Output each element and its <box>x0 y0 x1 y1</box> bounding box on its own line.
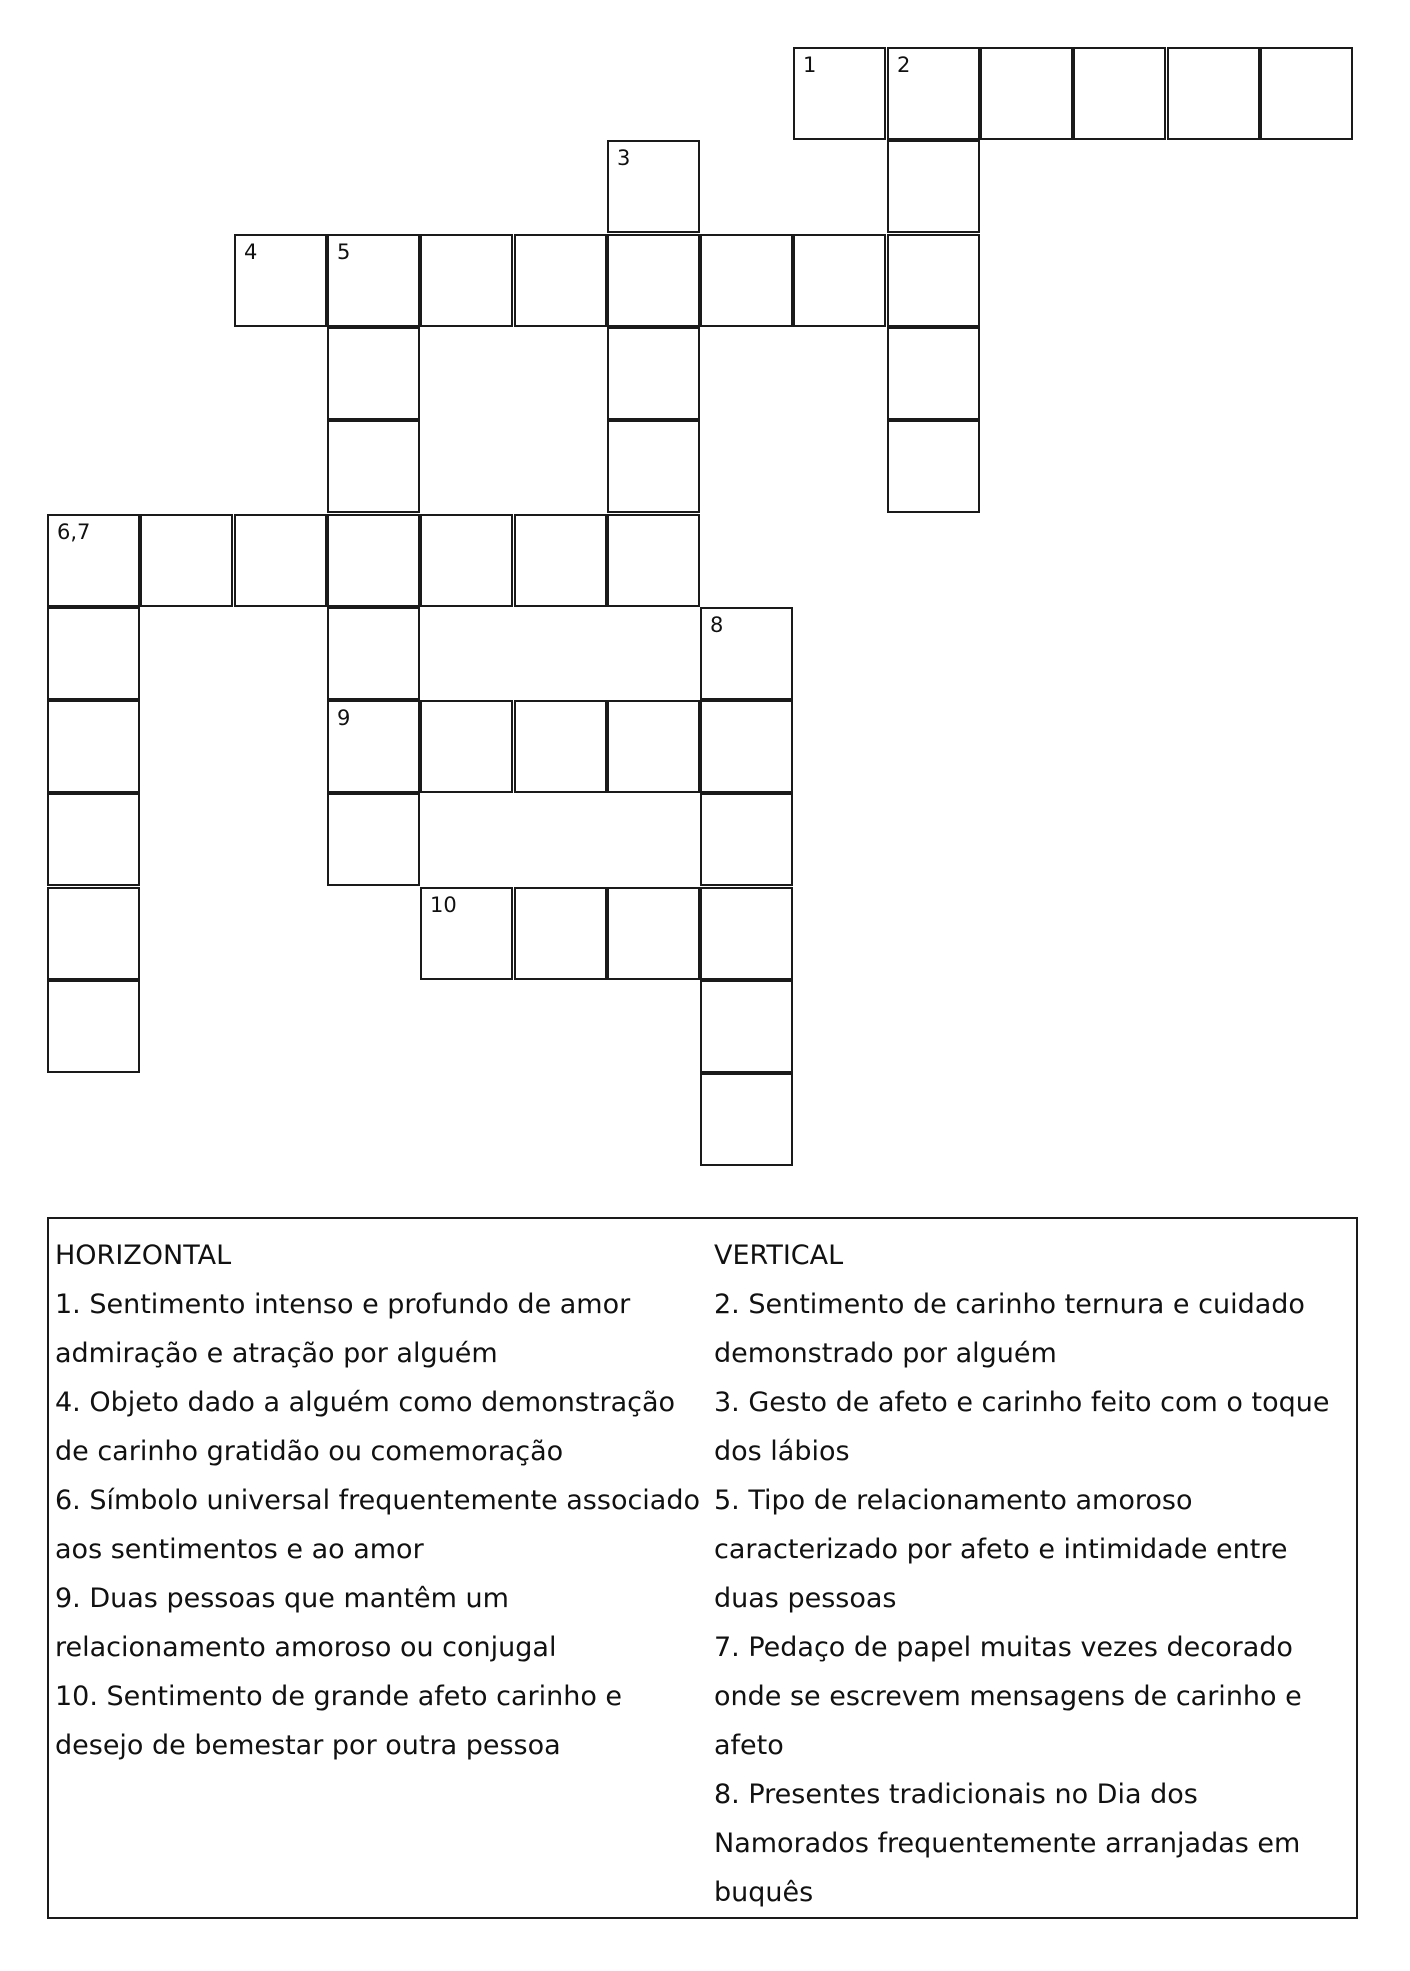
crossword-cell[interactable] <box>327 607 420 700</box>
crossword-cell[interactable] <box>1260 47 1353 140</box>
crossword-cell[interactable] <box>607 887 700 980</box>
crossword-cell[interactable] <box>47 793 140 886</box>
vertical-heading: VERTICAL <box>714 1240 844 1271</box>
crossword-cell[interactable] <box>607 234 700 327</box>
clue-vertical-5: 5. Tipo de relacionamento amoroso caracterizado por afeto e intimidade entre duas pessoas <box>714 1485 1288 1614</box>
crossword-cell[interactable] <box>887 234 980 327</box>
crossword-cell[interactable] <box>887 327 980 420</box>
cell-number: 1 <box>803 53 817 77</box>
crossword-cell[interactable] <box>607 700 700 793</box>
crossword-cell[interactable] <box>420 234 513 327</box>
cell-number: 9 <box>337 706 351 730</box>
crossword-cell[interactable] <box>327 793 420 886</box>
crossword-cell[interactable] <box>47 514 140 607</box>
cell-number: 4 <box>244 240 258 264</box>
crossword-cell[interactable] <box>234 234 327 327</box>
clue-vertical-8: 8. Presentes tradicionais no Dia dos Namorados frequentemente arranjadas em buquês <box>714 1779 1301 1908</box>
crossword-cell[interactable] <box>514 700 607 793</box>
crossword-cell[interactable] <box>700 793 793 886</box>
crossword-cell[interactable] <box>700 700 793 793</box>
crossword-cell[interactable] <box>1167 47 1260 140</box>
crossword-cell[interactable] <box>607 327 700 420</box>
cell-number: 3 <box>617 146 631 170</box>
crossword-cell[interactable] <box>793 47 886 140</box>
crossword-cell[interactable] <box>47 700 140 793</box>
crossword-cell[interactable] <box>700 234 793 327</box>
crossword-cell[interactable] <box>47 607 140 700</box>
crossword-cell[interactable] <box>327 234 420 327</box>
crossword-cell[interactable] <box>47 980 140 1073</box>
crossword-cell[interactable] <box>887 420 980 513</box>
crossword-cell[interactable] <box>47 887 140 980</box>
clue-horizontal-4: 4. Objeto dado a alguém como demonstração de carinho gratidão ou comemoração <box>55 1387 676 1467</box>
crossword-cell[interactable] <box>234 514 327 607</box>
crossword-cell[interactable] <box>420 700 513 793</box>
clue-vertical-7: 7. Pedaço de papel muitas vezes decorado onde se escrevem mensagens de carinho e afeto <box>714 1632 1302 1761</box>
crossword-cell[interactable] <box>514 887 607 980</box>
clue-horizontal-6: 6. Símbolo universal frequentemente associado aos sentimentos e ao amor <box>55 1485 701 1565</box>
crossword-cell[interactable] <box>607 140 700 233</box>
crossword-cell[interactable] <box>887 47 980 140</box>
clues-panel <box>47 1217 1358 1919</box>
cell-number: 10 <box>430 893 457 917</box>
cell-number: 5 <box>337 240 351 264</box>
crossword-cell[interactable] <box>327 327 420 420</box>
crossword-cell[interactable] <box>327 700 420 793</box>
crossword-cell[interactable] <box>887 140 980 233</box>
crossword-cell[interactable] <box>420 887 513 980</box>
crossword-cell[interactable] <box>700 980 793 1073</box>
clue-vertical-2: 2. Sentimento de carinho ternura e cuidado demonstrado por alguém <box>714 1289 1305 1369</box>
crossword-cell[interactable] <box>607 420 700 513</box>
cell-number: 8 <box>710 613 724 637</box>
crossword-cell[interactable] <box>793 234 886 327</box>
cell-number: 2 <box>897 53 911 77</box>
crossword-cell[interactable] <box>700 1073 793 1166</box>
crossword-cell[interactable] <box>700 887 793 980</box>
crossword-cell[interactable] <box>327 514 420 607</box>
horizontal-clues <box>55 1231 703 1770</box>
crossword-cell[interactable] <box>514 234 607 327</box>
clue-horizontal-10: 10. Sentimento de grande afeto carinho e desejo de bemestar por outra pessoa <box>55 1681 623 1761</box>
crossword-cell[interactable] <box>980 47 1073 140</box>
clue-horizontal-9: 9. Duas pessoas que mantêm um relacionamento amoroso ou conjugal <box>55 1583 557 1663</box>
crossword-cell[interactable] <box>700 607 793 700</box>
crossword-cell[interactable] <box>514 514 607 607</box>
horizontal-heading: HORIZONTAL <box>55 1240 232 1271</box>
crossword-cell[interactable] <box>607 514 700 607</box>
crossword-cell[interactable] <box>420 514 513 607</box>
cell-number: 6,7 <box>57 520 91 544</box>
crossword-cell[interactable] <box>1073 47 1166 140</box>
clue-horizontal-1: 1. Sentimento intenso e profundo de amor admiração e atração por alguém <box>55 1289 631 1369</box>
vertical-clues <box>714 1231 1354 1917</box>
clue-vertical-3: 3. Gesto de afeto e carinho feito com o toque dos lábios <box>714 1387 1330 1467</box>
crossword-cell[interactable] <box>327 420 420 513</box>
crossword-cell[interactable] <box>140 514 233 607</box>
